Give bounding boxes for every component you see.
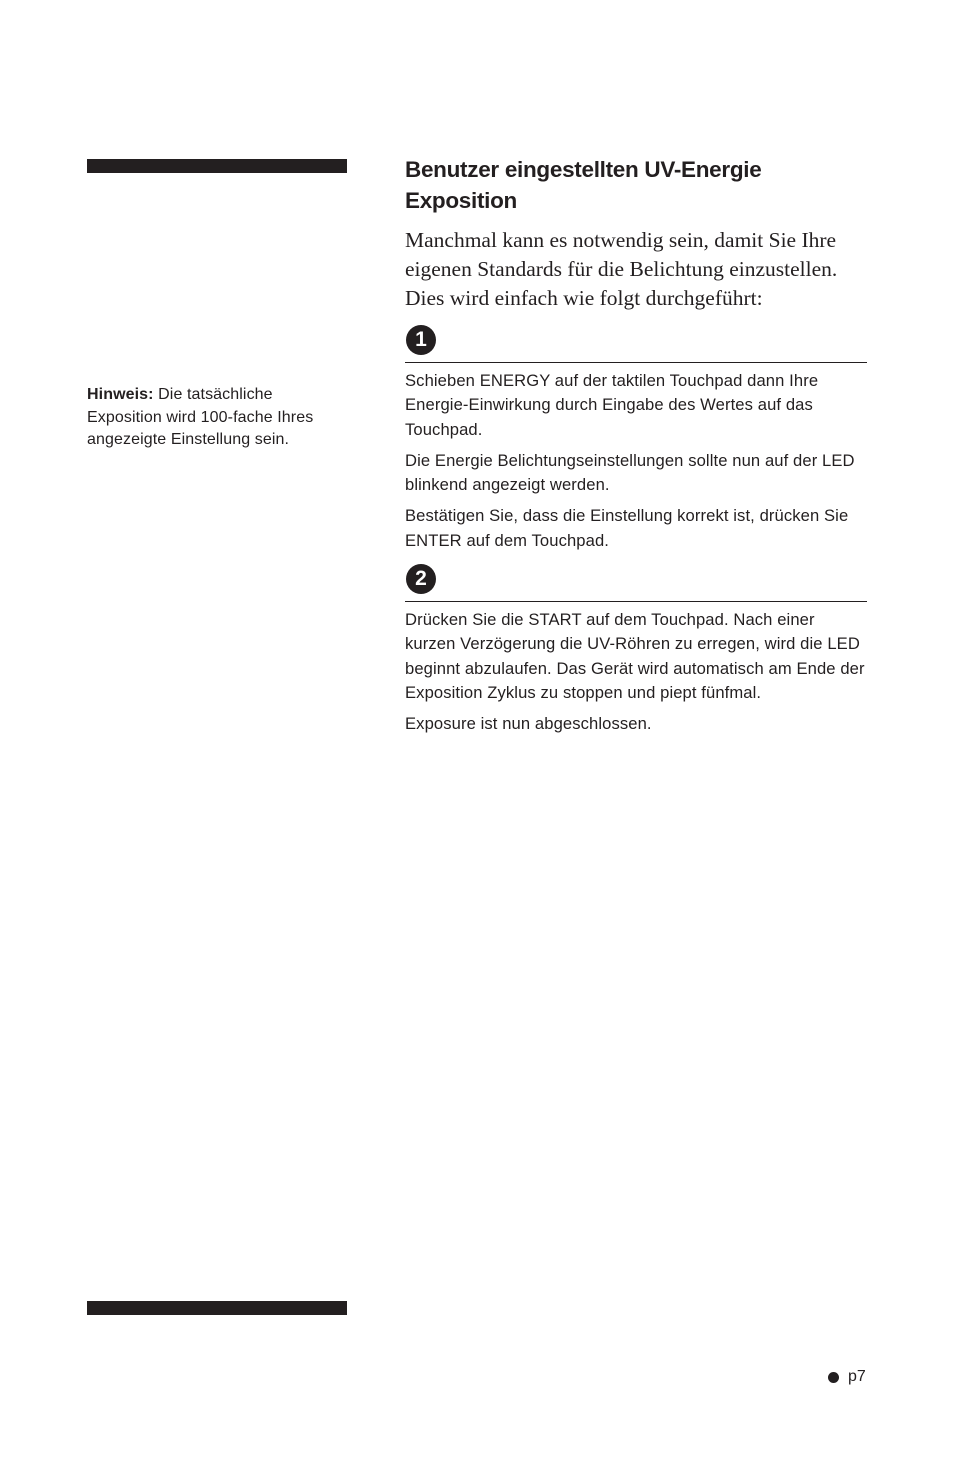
step-2 — [405, 564, 867, 736]
note-text: Die tatsächliche Exposition wird 100-fache Ihres angezeigte Einstellung sein. — [87, 386, 314, 448]
step-2-paragraph-1: Drücken Sie die START auf dem Touchpad. Nach einer kurzen Verzögerung die UV-Röhren zu erregen, wird die LED beginnt abzulaufen. Das Gerät wird automatisch am Ende der Exposition Zyklus zu stoppen und piept fünfmal. — [405, 610, 865, 702]
step-1-number-badge: 1 — [406, 325, 436, 355]
bottom-decorative-bar — [87, 1301, 347, 1315]
step-1-paragraph-2: Die Energie Belichtungseinstellungen sollte nun auf der LED blinkend angezeigt werden. — [405, 450, 855, 495]
step-1-paragraph-1: Schieben ENERGY auf der taktilen Touchpad dann Ihre Energie-Einwirkung durch Eingabe des Wertes auf das Touchpad. — [405, 371, 819, 439]
step-2-divider — [405, 601, 867, 602]
intro-paragraph: Manchmal kann es notwendig sein, damit Sie Ihre eigenen Standards für die Belichtung einzustellen. Dies wird einfach wie folgt durchgeführt: — [405, 228, 838, 310]
main-content — [405, 154, 867, 737]
step-1-divider — [405, 362, 867, 363]
note-label: Hinweis: — [87, 386, 154, 403]
step-2-number-badge: 2 — [406, 564, 436, 594]
top-decorative-bar — [87, 159, 347, 173]
section-heading: Benutzer eingestellten UV-Energie Exposition — [405, 157, 762, 213]
step-1-paragraph-3: Bestätigen Sie, dass die Einstellung korrekt ist, drücken Sie ENTER auf dem Touchpad. — [405, 506, 849, 550]
step-2-paragraph-2: Exposure ist nun abgeschlossen. — [405, 714, 652, 734]
sidebar-note — [87, 384, 332, 452]
page-footer — [828, 1366, 866, 1388]
bullet-icon — [828, 1372, 839, 1383]
step-1 — [405, 325, 867, 553]
page-number: p7 — [848, 1368, 866, 1385]
